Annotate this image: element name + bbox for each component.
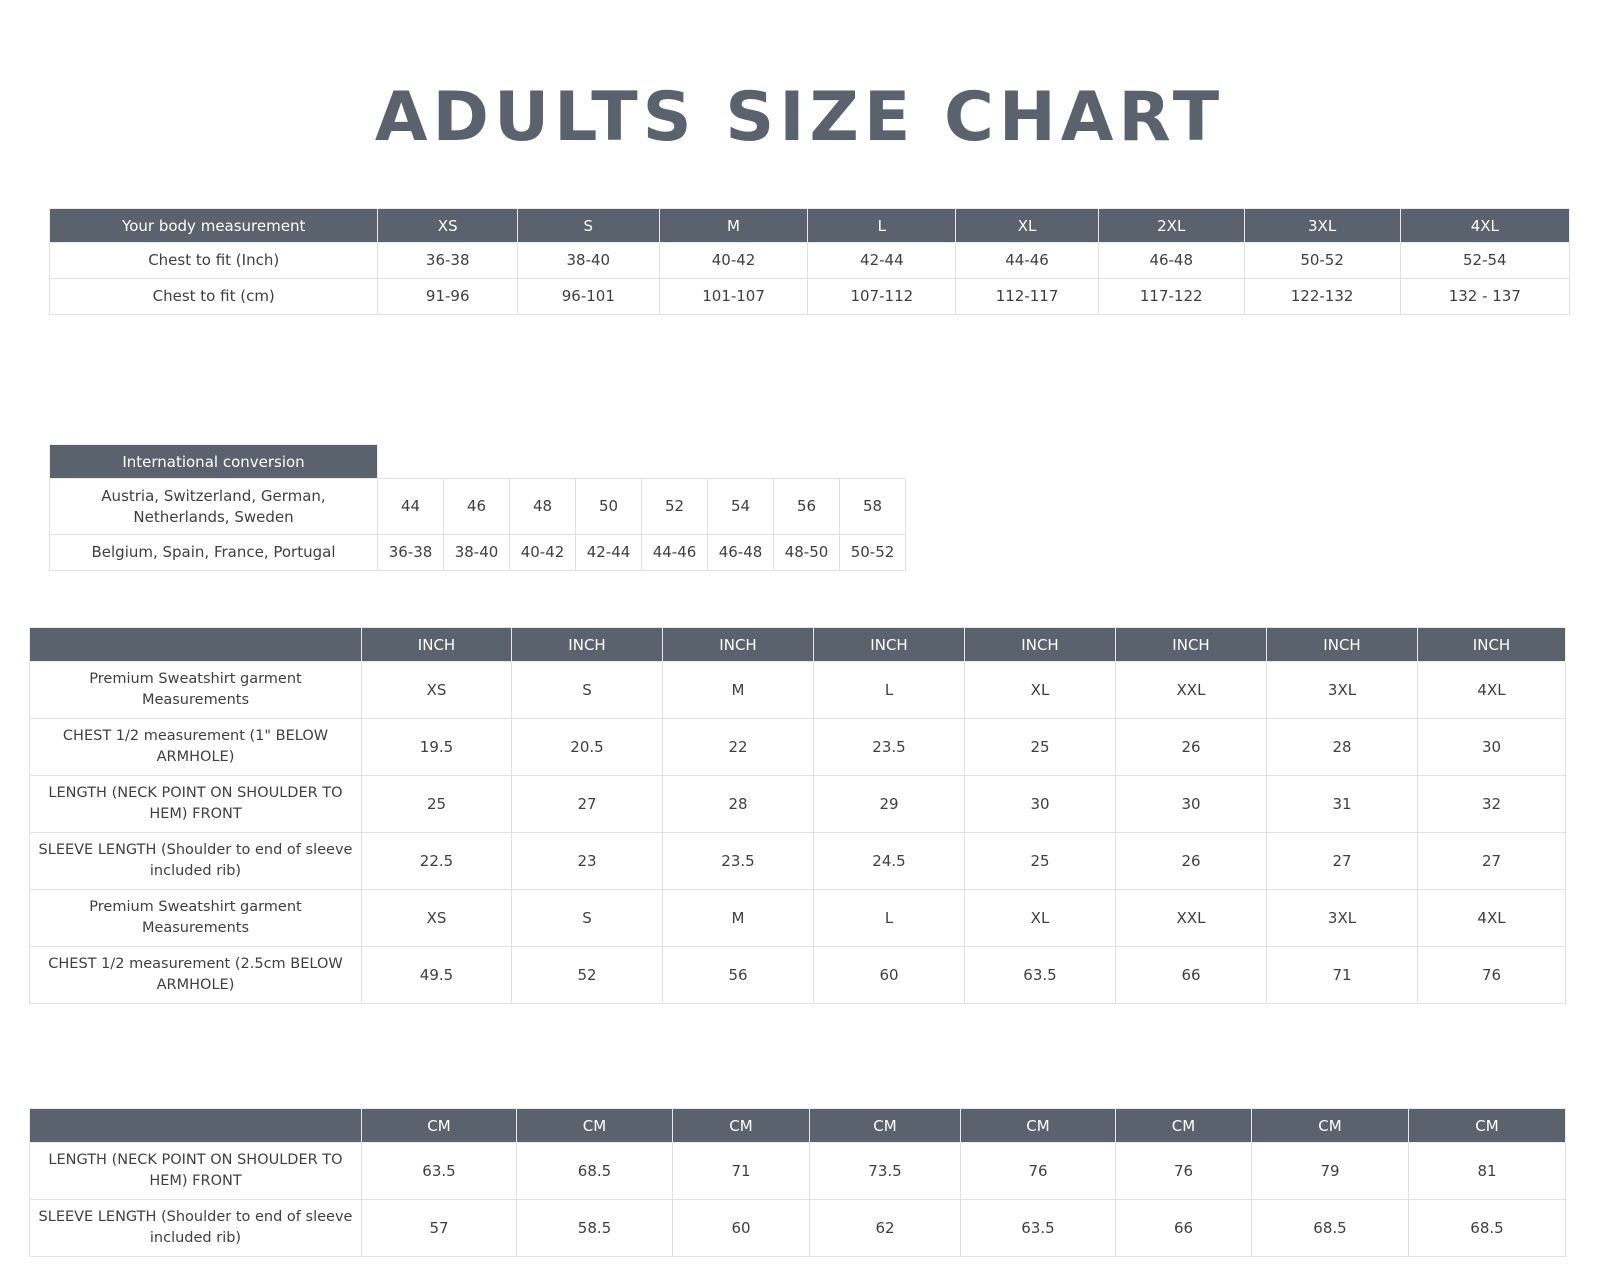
header-cell: INCH [1116,628,1267,662]
header-cell: INCH [1267,628,1418,662]
table-cell: 68.5 [517,1143,673,1200]
table-cell: 40-42 [510,535,576,571]
table-row [30,662,1566,719]
header-cell: XL [956,209,1099,243]
table-cell: 23 [512,833,663,890]
table-cell: 73.5 [810,1143,961,1200]
row-label: SLEEVE LENGTH (Shoulder to end of sleeve included rib) [30,833,362,890]
table-header-row [30,1109,1566,1143]
table-row [30,833,1566,890]
international-conversion-table [49,444,906,571]
table-cell: 27 [1267,833,1418,890]
table-cell: 60 [673,1200,810,1257]
table-cell: 122-132 [1244,279,1400,315]
table-cell: 76 [1116,1143,1252,1200]
table-cell: M [663,890,814,947]
table-cell: 30 [1418,719,1566,776]
table-row [30,890,1566,947]
header-cell: CM [961,1109,1116,1143]
row-label: Premium Sweatshirt garment Measurements [30,662,362,719]
table-header-row [50,445,906,479]
table-cell: 71 [1267,947,1418,1004]
header-cell: S [518,209,660,243]
table-cell: 27 [512,776,663,833]
row-label: Austria, Switzerland, German, Netherlands, Sweden [50,479,378,535]
table-cell: 79 [1252,1143,1409,1200]
table-cell: 28 [1267,719,1418,776]
header-cell: 3XL [1244,209,1400,243]
table-cell: 23.5 [814,719,965,776]
table-cell: 58.5 [517,1200,673,1257]
table-row [50,243,1570,279]
header-cell: CM [362,1109,517,1143]
row-label: CHEST 1/2 measurement (1" BELOW ARMHOLE) [30,719,362,776]
table-cell: 22.5 [362,833,512,890]
header-cell: INCH [663,628,814,662]
table-cell: 25 [362,776,512,833]
table-cell: L [814,890,965,947]
table-cell: S [512,662,663,719]
table-cell: 3XL [1267,662,1418,719]
table-cell: 66 [1116,1200,1252,1257]
table-cell: 25 [965,719,1116,776]
row-label: Premium Sweatshirt garment Measurements [30,890,362,947]
table-cell: 30 [1116,776,1267,833]
table-cell: 50-52 [840,535,906,571]
table-cell: 42-44 [808,243,956,279]
header-cell: L [808,209,956,243]
table-cell: 81 [1409,1143,1566,1200]
table-row [50,479,906,535]
table-cell: 52 [642,479,708,535]
table-cell: 22 [663,719,814,776]
table-cell: 36-38 [378,535,444,571]
header-spacer [378,445,906,479]
header-cell: 4XL [1400,209,1569,243]
table-cell: 46 [444,479,510,535]
table-cell: 29 [814,776,965,833]
table-cell: 26 [1116,719,1267,776]
inch-measurement-table [29,627,1566,1004]
header-cell: INCH [512,628,663,662]
table-cell: 63.5 [362,1143,517,1200]
table-cell: XL [965,890,1116,947]
table-cell: 96-101 [518,279,660,315]
table-cell: 76 [961,1143,1116,1200]
header-cell: INCH [362,628,512,662]
table-cell: 68.5 [1409,1200,1566,1257]
table-cell: 48 [510,479,576,535]
table-cell: M [663,662,814,719]
row-label: LENGTH (NECK POINT ON SHOULDER TO HEM) FRONT [30,1143,362,1200]
header-cell: 2XL [1098,209,1244,243]
header-cell [30,628,362,662]
table-cell: 46-48 [708,535,774,571]
row-label: Chest to fit (Inch) [50,243,378,279]
table-header-row [30,628,1566,662]
table-cell: 52-54 [1400,243,1569,279]
table-cell: 49.5 [362,947,512,1004]
table-row [30,776,1566,833]
table-cell: 117-122 [1098,279,1244,315]
header-cell: CM [1116,1109,1252,1143]
table-cell: 19.5 [362,719,512,776]
table-cell: XXL [1116,890,1267,947]
table-cell: 58 [840,479,906,535]
table-cell: 54 [708,479,774,535]
table-cell: 91-96 [378,279,518,315]
table-cell: 57 [362,1200,517,1257]
table-cell: 68.5 [1252,1200,1409,1257]
table-row [30,1200,1566,1257]
table-cell: 63.5 [965,947,1116,1004]
table-cell: 25 [965,833,1116,890]
table-cell: 36-38 [378,243,518,279]
table-cell: 44-46 [642,535,708,571]
table-cell: 56 [663,947,814,1004]
table-cell: 46-48 [1098,243,1244,279]
row-label: Chest to fit (cm) [50,279,378,315]
table-cell: 132 - 137 [1400,279,1569,315]
table-cell: 76 [1418,947,1566,1004]
table-cell: 44-46 [956,243,1099,279]
row-label: LENGTH (NECK POINT ON SHOULDER TO HEM) FRONT [30,776,362,833]
table-cell: XS [362,662,512,719]
table-cell: 71 [673,1143,810,1200]
table-cell: 44 [378,479,444,535]
table-row [50,535,906,571]
table-row [30,947,1566,1004]
table-row [30,719,1566,776]
table-cell: 50 [576,479,642,535]
header-cell: CM [1409,1109,1566,1143]
header-cell: International conversion [50,445,378,479]
table-cell: 31 [1267,776,1418,833]
table-cell: 32 [1418,776,1566,833]
table-cell: XL [965,662,1116,719]
table-cell: L [814,662,965,719]
table-cell: 50-52 [1244,243,1400,279]
table-header-row [50,209,1570,243]
table-cell: 38-40 [518,243,660,279]
table-cell: 38-40 [444,535,510,571]
header-cell: CM [517,1109,673,1143]
table-cell: 40-42 [659,243,808,279]
table-cell: 60 [814,947,965,1004]
table-cell: 66 [1116,947,1267,1004]
header-cell: INCH [965,628,1116,662]
row-label: Belgium, Spain, France, Portugal [50,535,378,571]
table-row [30,1143,1566,1200]
header-cell: XS [378,209,518,243]
cm-measurement-table [29,1108,1566,1257]
header-cell: CM [1252,1109,1409,1143]
table-cell: 42-44 [576,535,642,571]
body-measurement-table [49,208,1570,315]
table-cell: 23.5 [663,833,814,890]
header-cell: CM [810,1109,961,1143]
table-cell: 27 [1418,833,1566,890]
table-cell: 26 [1116,833,1267,890]
table-cell: 62 [810,1200,961,1257]
header-cell: CM [673,1109,810,1143]
table-cell: 101-107 [659,279,808,315]
table-cell: S [512,890,663,947]
page-title: ADULTS SIZE CHART [374,78,1225,157]
table-cell: 52 [512,947,663,1004]
table-cell: 4XL [1418,662,1566,719]
table-cell: 63.5 [961,1200,1116,1257]
table-cell: 112-117 [956,279,1099,315]
table-cell: XS [362,890,512,947]
row-label: CHEST 1/2 measurement (2.5cm BELOW ARMHOLE) [30,947,362,1004]
table-cell: 3XL [1267,890,1418,947]
table-cell: 30 [965,776,1116,833]
row-label: SLEEVE LENGTH (Shoulder to end of sleeve included rib) [30,1200,362,1257]
header-cell: INCH [814,628,965,662]
table-cell: 20.5 [512,719,663,776]
header-cell: INCH [1418,628,1566,662]
header-cell [30,1109,362,1143]
table-row [50,279,1570,315]
table-cell: 4XL [1418,890,1566,947]
table-cell: 48-50 [774,535,840,571]
header-cell: Your body measurement [50,209,378,243]
header-cell: M [659,209,808,243]
table-cell: 24.5 [814,833,965,890]
table-cell: 56 [774,479,840,535]
table-cell: XXL [1116,662,1267,719]
table-cell: 28 [663,776,814,833]
table-cell: 107-112 [808,279,956,315]
